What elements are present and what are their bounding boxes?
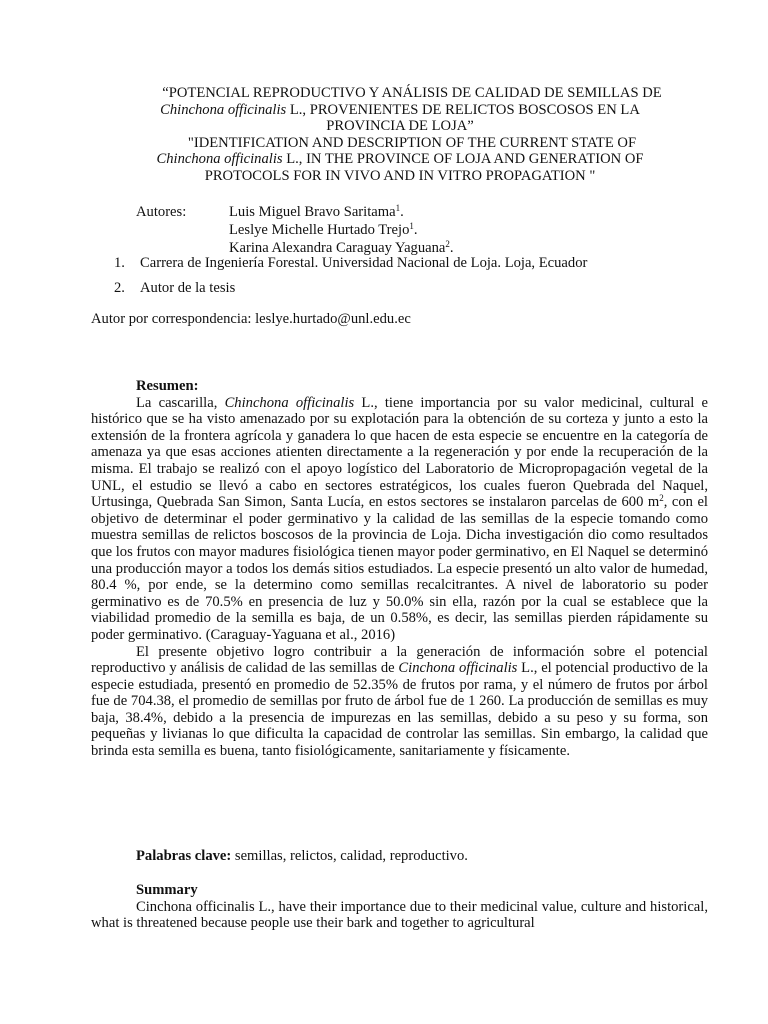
superscript: 2 bbox=[659, 493, 664, 504]
affiliation-number: 2. bbox=[114, 280, 125, 296]
resumen-heading: Resumen: bbox=[136, 378, 199, 394]
author-end: . bbox=[449, 240, 454, 256]
author-end: . bbox=[413, 222, 418, 238]
keywords-text: semillas, relictos, calidad, reproductivo. bbox=[231, 848, 468, 864]
author-row bbox=[136, 222, 454, 240]
author-name: Luis Miguel Bravo Saritama bbox=[229, 204, 396, 220]
title-en-line-3: PROTOCOLS FOR IN VIVO AND IN VITRO PROPAGATION " bbox=[204, 167, 596, 184]
title-en-line-2 bbox=[80, 151, 720, 168]
author-name: Karina Alexandra Caraguay Yaguana bbox=[229, 240, 446, 256]
resumen-section bbox=[91, 378, 708, 760]
title-es-line-3: PROVINCIA DE LOJA” bbox=[326, 118, 474, 135]
author-affiliation-mark: 2 bbox=[445, 239, 450, 249]
correspondence-line: Autor por correspondencia: leslye.hurtado@unl.edu.ec bbox=[91, 311, 411, 327]
species-name: Cinchona officinalis bbox=[398, 660, 518, 677]
resumen-paragraph-2: El presente objetivo logro contribuir a la generación de información sobre el potencial reproductivo y análisis de calidad de las semillas de Cinchona officinalis L., el potencial productivo de la especie estudiada, presentó en promedio de 52.35% de frutos por rama, y el número de frutos por árbol fue de 704.38, el promedio de semillas por fruto de árbol fue de 1 260. La producción de semillas es muy baja, 38.4%, debido a la presencia de impurezas en las semillas, debido a su peso y su forma, son pequeñas y livianas lo que dificulta la capacidad de controlar las semillas. Sin embargo, la calidad que brinda esta semilla es buena, tanto fisiológicamente, sanitariamente y físicamente. bbox=[91, 643, 708, 760]
summary-paragraph: Cinchona officinalis L., have their importance due to their medicinal value, culture and historical, what is threatened because people use their bark and together to agricultural bbox=[91, 898, 708, 932]
summary-section bbox=[91, 882, 708, 932]
author-row bbox=[136, 204, 454, 222]
paper-title bbox=[80, 85, 720, 185]
title-en-line-1: "IDENTIFICATION AND DESCRIPTION OF THE CURRENT STATE OF bbox=[187, 134, 637, 151]
author-affiliation-mark: 1 bbox=[395, 203, 401, 213]
keywords-label: Palabras clave: bbox=[136, 848, 232, 864]
title-en-species: Chinchona officinalis bbox=[156, 151, 283, 168]
title-es-species: Chinchona officinalis bbox=[160, 101, 287, 118]
author-name: Leslye Michelle Hurtado Trejo bbox=[229, 222, 410, 238]
title-es-line-2 bbox=[80, 102, 720, 119]
species-name: Chinchona officinalis bbox=[224, 394, 355, 411]
summary-heading: Summary bbox=[136, 882, 198, 898]
authors-block bbox=[136, 204, 454, 258]
title-es-line-2-rest: L., PROVENIENTES DE RELICTOS BOSCOSOS EN LA bbox=[286, 101, 640, 118]
author-affiliation-mark: 1 bbox=[409, 221, 414, 231]
title-es-line-1: “POTENCIAL REPRODUCTIVO Y ANÁLISIS DE CALIDAD DE SEMILLAS DE bbox=[162, 85, 662, 101]
affiliation-text: Autor de la tesis bbox=[140, 280, 236, 296]
affiliation-text: Carrera de Ingeniería Forestal. Universidad Nacional de Loja. Loja, Ecuador bbox=[140, 255, 588, 271]
resumen-paragraph-1: La cascarilla, Chinchona officinalis L., tiene importancia por su valor medicinal, cultural e histórico que se ha visto amenazado por su explotación para la obtención de su corteza y junto a esto la extensión de la frontera agrícola y ganadera lo que hacen de esta especie se encuentre en la categoría de amenaza ya que esas acciones atienten directamente a la regeneración y por ende la recuperación de la misma. El trabajo se realizó con el apoyo logístico del Laboratorio de Micropropagación vegetal de la UNL, el estudio se llevó a cabo en sectores estratégicos, los cuales fueron Quebrada del Naquel, Urtusinga, Quebrada San Simon, Santa Lucía, en estos sectores se instalaron parcelas de 600 $m^2$, con el objetivo de determinar el poder germinativo y la calidad de las semillas de la especie tomando como muestra semillas de relictos boscosos de la provincia de Loja. Dicha investigación dio como resultados que los frutos con mayor madures fisiológica tienen mayor poder germinativo, en El Naquel se determinó una producción mayor a todos los demás sitios estudiados. La especie presentó un alto valor de humedad, 80.4 %, por ende, se la determino como semillas recalcitrantes. A nivel de laboratorio su poder germinativo es de 70.5% en presencia de luz y 50.0% sin ella, razón por la cual se establece que la viabilidad promedio de la semilla es baja, de un 0.58%, es decir, las semillas pierden rápidamente su poder germinativo. (Caraguay-Yaguana et al., 2016) bbox=[91, 394, 709, 643]
keywords-line bbox=[136, 848, 468, 865]
affiliation-item bbox=[114, 280, 235, 297]
title-en-line-2-rest: L., IN THE PROVINCE OF LOJA AND GENERATION OF bbox=[282, 151, 644, 168]
authors-label: Autores: bbox=[136, 204, 187, 220]
author-end: . bbox=[400, 204, 404, 220]
affiliation-item bbox=[114, 255, 587, 272]
affiliation-number: 1. bbox=[114, 255, 125, 271]
